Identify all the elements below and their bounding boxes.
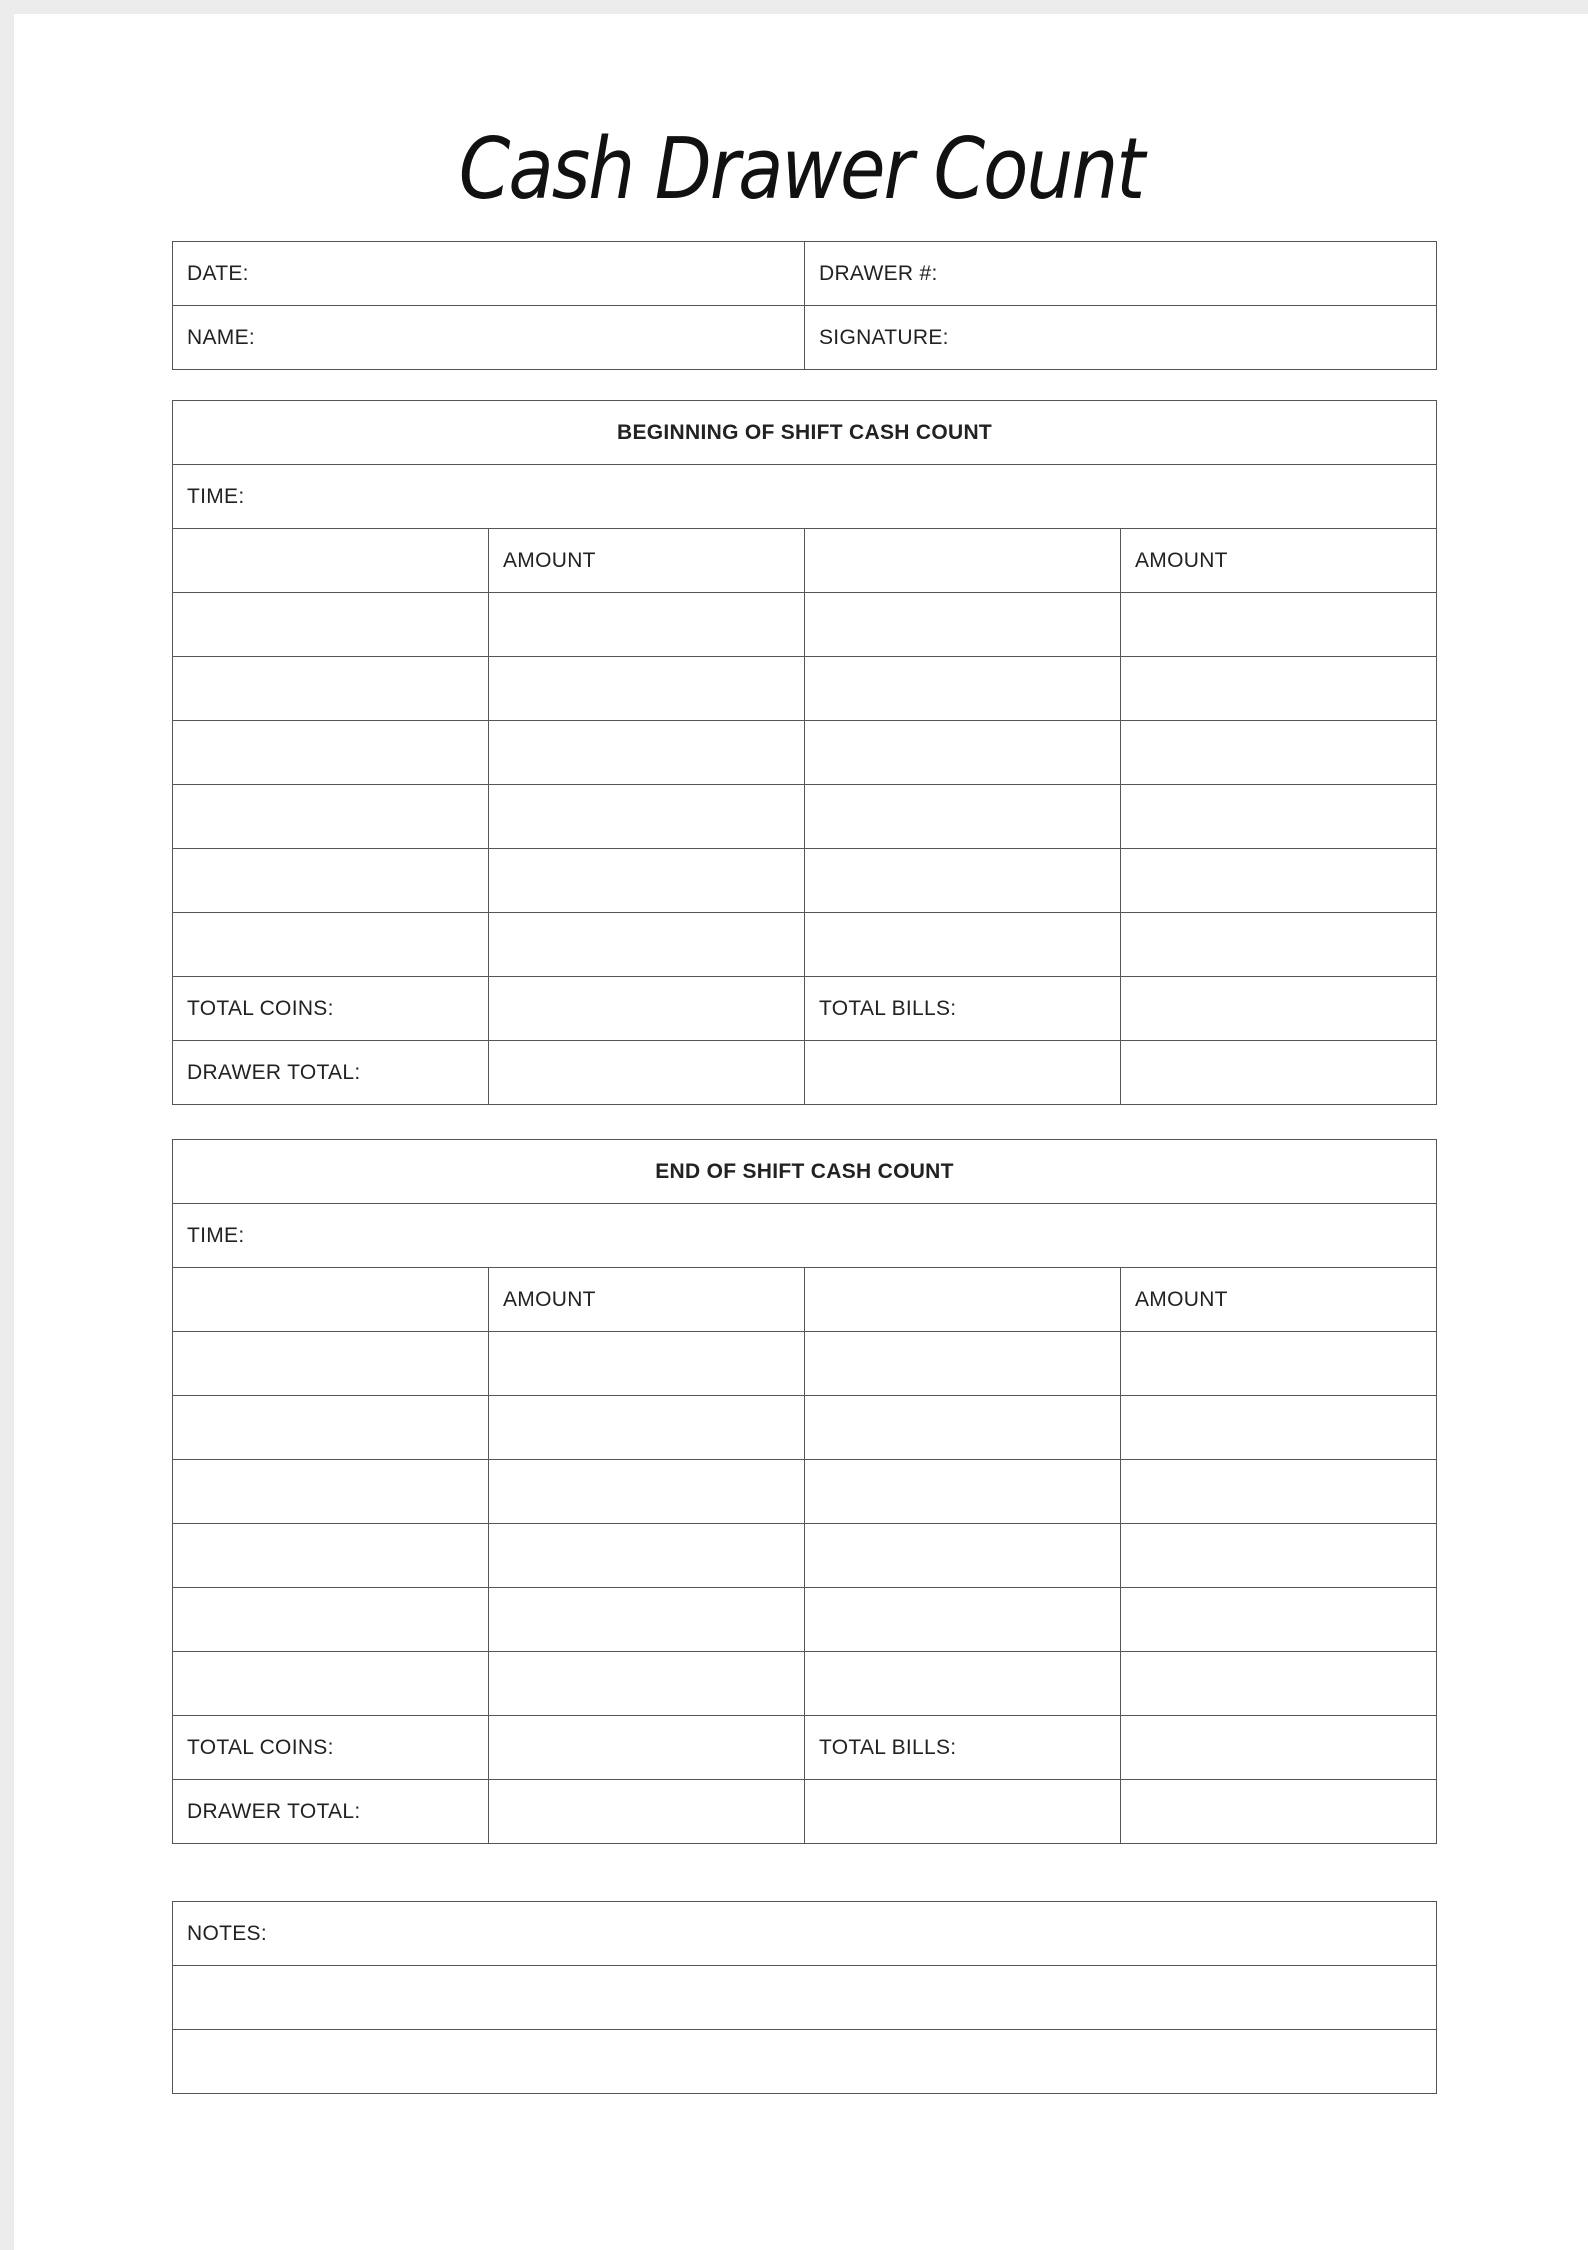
entry-cell[interactable]	[805, 849, 1121, 913]
table-row	[173, 593, 1437, 657]
notes-line[interactable]	[173, 1966, 1437, 2030]
entry-cell[interactable]	[173, 721, 489, 785]
entry-cell[interactable]	[805, 1396, 1121, 1460]
entry-cell[interactable]	[805, 1652, 1121, 1716]
header-info-table	[172, 241, 1437, 370]
entry-cell[interactable]	[1121, 1588, 1437, 1652]
total-coins-label: TOTAL COINS:	[173, 977, 489, 1041]
time-field[interactable]: TIME:	[173, 1204, 1437, 1268]
table-row	[173, 913, 1437, 977]
entry-cell[interactable]	[489, 913, 805, 977]
amount-header: AMOUNT	[489, 1268, 805, 1332]
drawer-number-field[interactable]: DRAWER #:	[805, 242, 1437, 306]
total-coins-value[interactable]	[489, 977, 805, 1041]
entry-cell[interactable]	[173, 913, 489, 977]
table-row	[173, 1204, 1437, 1268]
entry-cell[interactable]	[489, 721, 805, 785]
entry-cell[interactable]	[805, 913, 1121, 977]
table-row	[173, 849, 1437, 913]
drawer-total-label: DRAWER TOTAL:	[173, 1780, 489, 1844]
form-page	[14, 14, 1588, 2250]
entry-cell[interactable]	[489, 785, 805, 849]
entry-cell[interactable]	[1121, 657, 1437, 721]
table-row	[173, 1966, 1437, 2030]
entry-cell[interactable]	[805, 1588, 1121, 1652]
entry-cell[interactable]	[173, 593, 489, 657]
form-title: Cash Drawer Count	[458, 119, 1144, 219]
entry-cell[interactable]	[173, 1396, 489, 1460]
table-row	[173, 1460, 1437, 1524]
amount-header: AMOUNT	[1121, 529, 1437, 593]
table-row	[173, 465, 1437, 529]
total-coins-value[interactable]	[489, 1716, 805, 1780]
name-field[interactable]: NAME:	[173, 306, 805, 370]
table-row	[173, 1332, 1437, 1396]
signature-field[interactable]: SIGNATURE:	[805, 306, 1437, 370]
total-bills-value[interactable]	[1121, 1716, 1437, 1780]
entry-cell[interactable]	[1121, 785, 1437, 849]
entry-cell[interactable]	[489, 1588, 805, 1652]
entry-cell[interactable]	[173, 785, 489, 849]
entry-cell[interactable]	[489, 1396, 805, 1460]
table-row	[173, 1041, 1437, 1105]
table-row	[173, 785, 1437, 849]
date-field[interactable]: DATE:	[173, 242, 805, 306]
denomination-header-cell	[173, 529, 489, 593]
table-row	[173, 242, 1437, 306]
entry-cell[interactable]	[805, 1041, 1121, 1105]
entry-cell[interactable]	[805, 1332, 1121, 1396]
entry-cell[interactable]	[489, 1524, 805, 1588]
table-row	[173, 1268, 1437, 1332]
entry-cell[interactable]	[173, 1460, 489, 1524]
table-row	[173, 1716, 1437, 1780]
section-heading: BEGINNING OF SHIFT CASH COUNT	[173, 401, 1437, 465]
entry-cell[interactable]	[173, 849, 489, 913]
table-row	[173, 977, 1437, 1041]
table-row	[173, 1588, 1437, 1652]
entry-cell[interactable]	[489, 849, 805, 913]
total-bills-value[interactable]	[1121, 977, 1437, 1041]
entry-cell[interactable]	[1121, 1396, 1437, 1460]
entry-cell[interactable]	[489, 657, 805, 721]
entry-cell[interactable]	[1121, 1524, 1437, 1588]
entry-cell[interactable]	[489, 1332, 805, 1396]
table-row	[173, 1524, 1437, 1588]
entry-cell[interactable]	[1121, 1332, 1437, 1396]
entry-cell[interactable]	[805, 657, 1121, 721]
entry-cell[interactable]	[1121, 849, 1437, 913]
entry-cell[interactable]	[805, 1780, 1121, 1844]
table-row	[173, 721, 1437, 785]
entry-cell[interactable]	[1121, 1041, 1437, 1105]
entry-cell[interactable]	[805, 1524, 1121, 1588]
denomination-header-cell	[173, 1268, 489, 1332]
table-row	[173, 401, 1437, 465]
entry-cell[interactable]	[173, 1652, 489, 1716]
entry-cell[interactable]	[805, 1460, 1121, 1524]
denomination-header-cell	[805, 529, 1121, 593]
table-row	[173, 306, 1437, 370]
table-row	[173, 529, 1437, 593]
amount-header: AMOUNT	[489, 529, 805, 593]
entry-cell[interactable]	[1121, 721, 1437, 785]
entry-cell[interactable]	[173, 1588, 489, 1652]
denomination-header-cell	[805, 1268, 1121, 1332]
table-row	[173, 1652, 1437, 1716]
drawer-total-value[interactable]	[489, 1780, 805, 1844]
end-shift-table	[172, 1139, 1437, 1844]
time-field[interactable]: TIME:	[173, 465, 1437, 529]
table-row	[173, 2030, 1437, 2094]
table-row	[173, 1396, 1437, 1460]
drawer-total-label: DRAWER TOTAL:	[173, 1041, 489, 1105]
entry-cell[interactable]	[173, 1332, 489, 1396]
total-bills-label: TOTAL BILLS:	[805, 977, 1121, 1041]
entry-cell[interactable]	[1121, 1652, 1437, 1716]
entry-cell[interactable]	[1121, 1460, 1437, 1524]
entry-cell[interactable]	[1121, 593, 1437, 657]
amount-header: AMOUNT	[1121, 1268, 1437, 1332]
entry-cell[interactable]	[805, 785, 1121, 849]
notes-table	[172, 1901, 1437, 2094]
beginning-shift-table	[172, 400, 1437, 1105]
entry-cell[interactable]	[805, 721, 1121, 785]
entry-cell[interactable]	[173, 1524, 489, 1588]
section-heading: END OF SHIFT CASH COUNT	[173, 1140, 1437, 1204]
notes-line[interactable]	[173, 2030, 1437, 2094]
table-row	[173, 1902, 1437, 1966]
entry-cell[interactable]	[489, 1652, 805, 1716]
entry-cell[interactable]	[173, 657, 489, 721]
entry-cell[interactable]	[489, 1460, 805, 1524]
entry-cell[interactable]	[1121, 913, 1437, 977]
entry-cell[interactable]	[805, 593, 1121, 657]
table-row	[173, 1780, 1437, 1844]
table-row	[173, 657, 1437, 721]
entry-cell[interactable]	[1121, 1780, 1437, 1844]
drawer-total-value[interactable]	[489, 1041, 805, 1105]
total-bills-label: TOTAL BILLS:	[805, 1716, 1121, 1780]
total-coins-label: TOTAL COINS:	[173, 1716, 489, 1780]
notes-label[interactable]: NOTES:	[173, 1902, 1437, 1966]
table-row	[173, 1140, 1437, 1204]
entry-cell[interactable]	[489, 593, 805, 657]
